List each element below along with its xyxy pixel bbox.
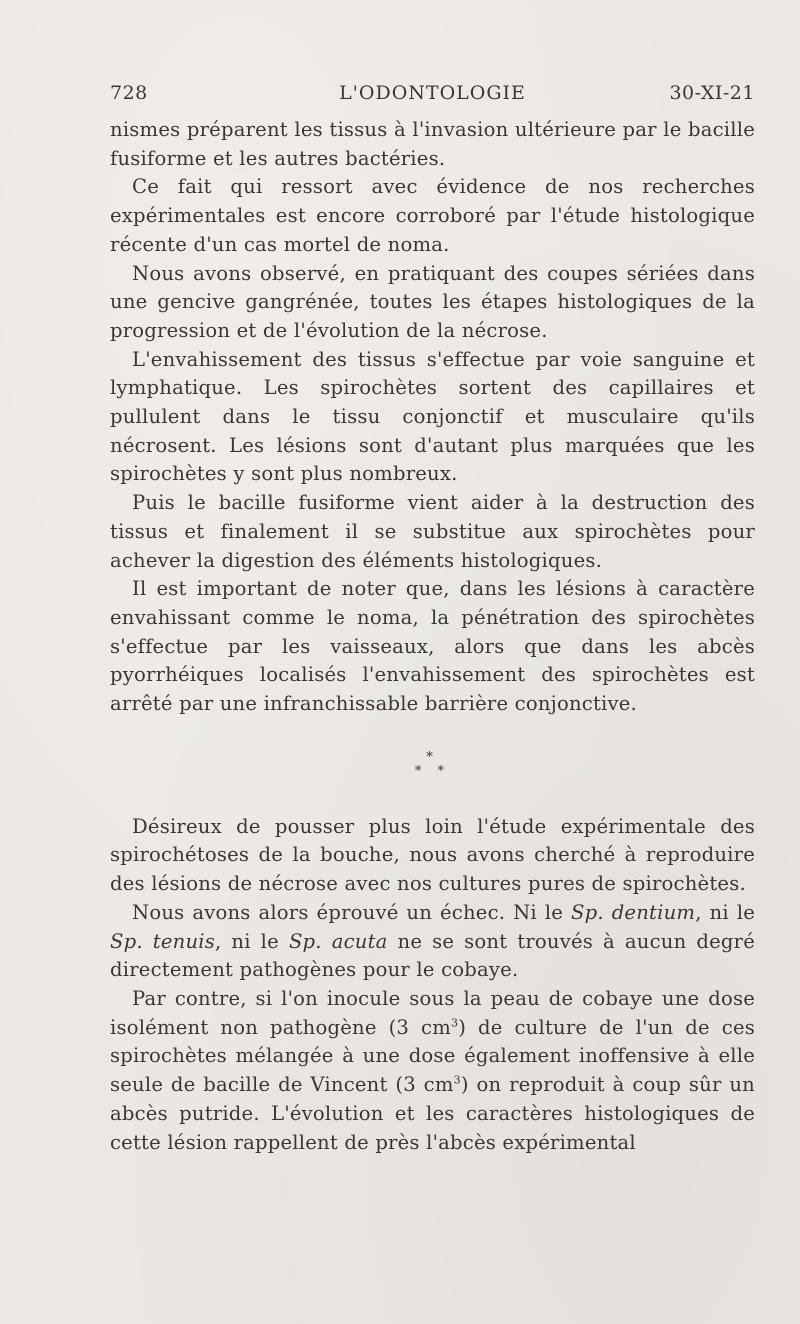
paragraph: L'envahissement des tissus s'effectue par voie sanguine et lymphatique. Les spirochètes sortent des capillaires et pullulent dans le tissu conjonctif et musculaire qu'ils nécrosent. Les lésions sont d'autant plus marquées que les spirochètes y sont plus nombreux. [110, 347, 755, 486]
species-name: Sp. tenuis [110, 929, 216, 953]
text-run: , ni le [215, 929, 289, 953]
paragraph: Ce fait qui ressort avec évidence de nos recherches expérimentales est encore corroboré par l'étude histologique récente d'un cas mortel de noma. [110, 175, 755, 256]
paragraph: Puis le bacille fusiforme vient aider à la destruction des tissus et finalement il se substitue aux spirochètes pour achever la digestion des éléments histologiques. [110, 491, 755, 572]
paragraph: nismes préparent les tissus à l'invasion ultérieure par le bacille fusiforme et les autres bactéries. [110, 118, 755, 170]
issue-date: 30-XI-21 [669, 82, 755, 104]
paragraph [110, 985, 755, 1157]
paragraph: Nous avons observé, en pratiquant des coupes sériées dans une gencive gangrénée, toutes les étapes histologiques de la progression et de l'évolution de la nécrose. [110, 261, 755, 342]
species-name: Sp. acuta [288, 929, 388, 953]
text-run: ) on reproduit à coup sûr un abcès putride. L'évolution et les caractères histologiques de cette lésion rappellent de près l'abcès expérimental [110, 1073, 755, 1154]
text-run: , ni le [695, 900, 755, 924]
journal-title: L'ODONTOLOGIE [339, 82, 526, 104]
text-run: Par contre, si l'on inocule sous la peau de cobaye une dose isolément non pathogène (3 cm [110, 986, 755, 1039]
page-number: 728 [110, 82, 148, 104]
text-run: ne se sont trouvés à aucun degré directement pathogènes pour le cobaye. [110, 929, 756, 982]
asterism-bottom: * * [414, 763, 451, 779]
paragraph: Il est important de noter que, dans les lésions à caractère envahissant comme le noma, la pénétration des spirochètes s'effectue par les vaisseaux, alors que dans les abcès pyorrhéiques localisés l'envahissement des spirochètes est arrêté par une infranchissable barrière conjonctive. [110, 577, 755, 716]
superscript: 3 [451, 1016, 459, 1030]
text-run: Nous avons alors éprouvé un échec. Ni le [132, 900, 571, 924]
paragraph: Désireux de pousser plus loin l'étude expérimentale des spirochétoses de la bouche, nous avons cherché à reproduire des lésions de nécrose avec nos cultures pures de spirochètes. [110, 814, 755, 896]
article-body [110, 116, 755, 1157]
species-name: Sp. dentium [570, 900, 696, 924]
running-header [110, 82, 755, 112]
paragraph [110, 899, 755, 985]
section-asterism [110, 751, 755, 779]
superscript: 3 [453, 1073, 461, 1087]
asterism-top: * [426, 749, 439, 765]
text-run: ) de culture de l'un de ces spirochètes mélangée à une dose également inoffensive à elle seule de bacille de Vincent (3 cm [110, 1015, 755, 1097]
